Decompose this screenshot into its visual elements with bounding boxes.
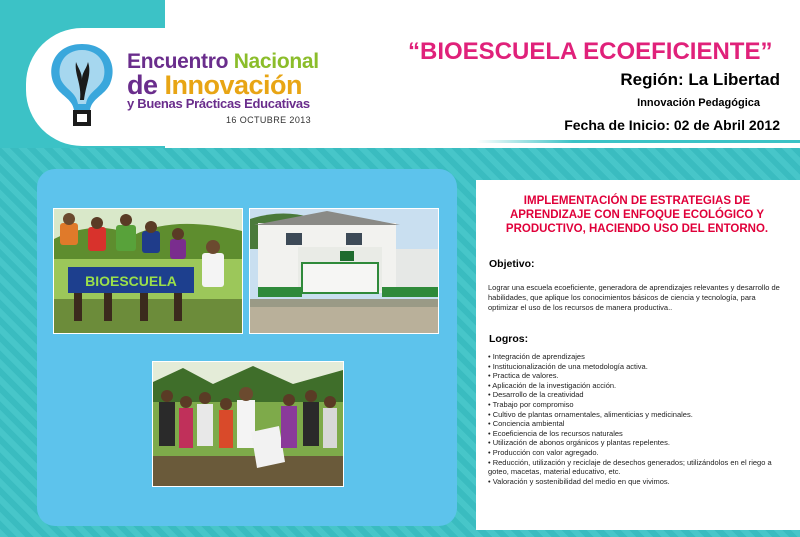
list-item: • Producción con valor agregado.: [488, 447, 599, 457]
category-label: Innovación Pedagógica: [637, 97, 760, 109]
list-item: • Utilización de abonos orgánicos y plantas repelentes.: [488, 438, 670, 448]
objective-heading: Objetivo:: [489, 258, 535, 270]
lightbulb-logo-icon: [42, 40, 122, 140]
banner-text: BIOESCUELA: [85, 273, 177, 289]
list-item: • Trabajo por compromiso: [488, 399, 574, 409]
list-item: • Aplicación de la investigación acción.: [488, 380, 617, 390]
logo-text-innovacion: de Innovación: [127, 70, 303, 100]
list-item: • Integración de aprendizajes: [488, 352, 585, 361]
list-item: • Reducción, utilización y reciclaje de desechos generados; utilizándolos en el riego a goteo, macetas, material educativo, etc.: [488, 457, 772, 477]
page-title: “BIOESCUELA ECOEFICIENTE”: [408, 38, 773, 65]
group-field-photo: [152, 361, 344, 487]
list-item: • Desarrollo de la creatividad: [488, 390, 584, 400]
header-divider: [476, 140, 800, 143]
list-item: • Institucionalización de una metodología activa.: [488, 361, 648, 371]
list-item: • Ecoeficiencia de los recursos naturales: [488, 428, 623, 438]
logo-date: 16 OCTUBRE 2013: [226, 115, 312, 125]
list-item: • Cultivo de plantas ornamentales, alimenticias y medicinales.: [488, 409, 693, 419]
list-item: • Valoración y sostenibilidad del medio en que vivimos.: [488, 476, 670, 486]
achievements-list: [488, 352, 793, 486]
logo-text-encuentro: Encuentro Nacional: [127, 50, 319, 73]
list-item: • Conciencia ambiental: [488, 419, 565, 429]
region-label: Región: La Libertad: [620, 70, 780, 89]
logo-text-buenas-practicas: y Buenas Prácticas Educativas: [127, 96, 310, 111]
objective-text: Lograr una escuela ecoeficiente, generadora de aprendizajes relevantes y desarrollo de habilidades, que aplique los conocimientos básicos de ciencia y tecnología, para optimizar el uso de los recursos de manera productiva..: [488, 283, 780, 312]
school-building-photo: [249, 208, 439, 334]
list-item: • Practica de valores.: [488, 371, 559, 381]
students-banner-photo: [53, 208, 243, 334]
start-date-label: Fecha de Inicio: 02 de Abril 2012: [564, 117, 780, 133]
implementation-title: IMPLEMENTACIÓN DE ESTRATEGIAS DE APRENDIZAJE CON ENFOQUE ECOLÓGICO Y PRODUCTIVO, HACIENDO USO DEL ENTORNO.: [505, 195, 769, 235]
achievements-heading: Logros:: [489, 333, 529, 345]
